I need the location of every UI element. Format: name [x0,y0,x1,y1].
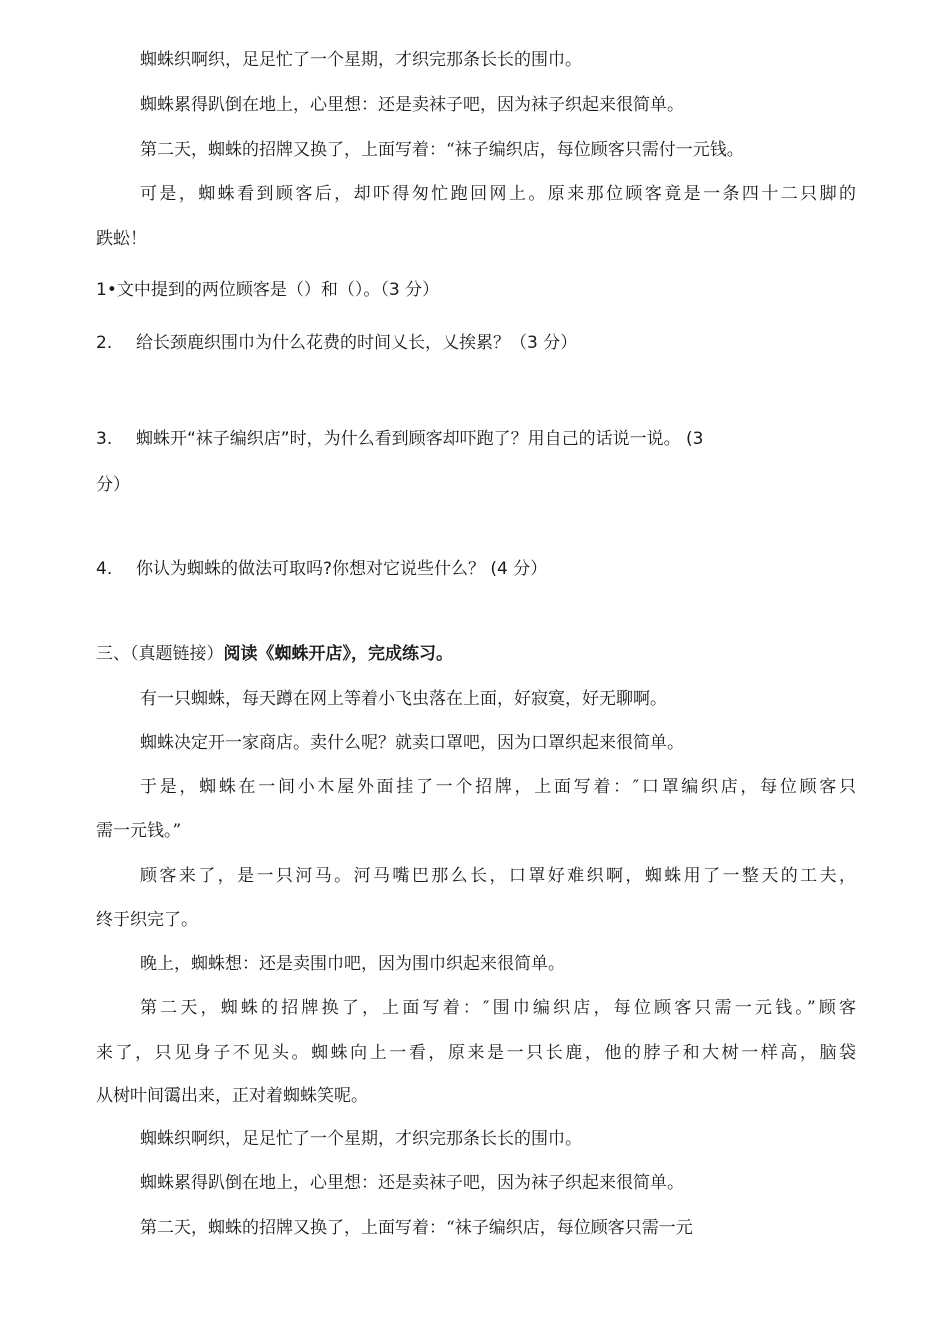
passage-line: 需一元钱。” [96,821,182,841]
passage-line: 蜘蛛织啊织，足足忙了一个星期，才织完那条长长的围巾。 [140,50,582,70]
question-2 [96,332,856,354]
question-text: 你认为蜘蛛的做法可取吗?你想对它说些什么？ (4 分） [136,559,548,579]
passage-line: 蜘蛛织啊织，足足忙了一个星期，才织完那条长长的围巾。 [140,1129,582,1149]
section-heading [96,643,856,665]
question-number: 1• [96,280,117,300]
passage-line: 第二天，蜘蛛的招牌又换了，上面写着：“袜子编织店，每位顾客只需一元 [140,1218,693,1238]
question-text: 文中提到的两位顾客是（）和（）。（3 分） [116,280,440,300]
passage-line: 终于织完了。 [96,910,198,930]
passage-line: 跌蚣！ [96,229,147,249]
question-text: 蜘蛛开“袜子编织店”时，为什么看到顾客却吓跑了？用自己的话说一说。 (3 [136,429,704,449]
section-prefix: 三、（真题链接） [96,644,224,664]
passage-line: 第二天，蜘蛛的招牌换了，上面写着：″围巾编织店，每位顾客只需一元钱。”顾客 [140,998,856,1018]
question-text: 给长颈鹿织围巾为什么花费的时间乂长，乂挨累？（3 分） [136,333,578,353]
passage-line: 于是，蜘蛛在一间小木屋外面挂了一个招牌，上面写着：″口罩编织店，每位顾客只 [140,777,856,797]
question-number: 2. [96,333,113,353]
passage-line: 顾客来了，是一只河马。河马嘴巴那么长，口罩好难织啊，蜘蛛用了一整天的工夫， [140,866,856,886]
question-number: 4. [96,559,113,579]
section-title: 阅读《蜘蛛开店》，完成练习。 [223,644,453,664]
passage-line: 蜘蛛决定开一家商店。卖什么呢？就卖口罩吧，因为口罩织起来很简单。 [140,733,684,753]
question-3 [96,428,856,450]
question-number: 3. [96,429,113,449]
passage-line: 有一只蜘蛛，每天蹲在网上等着小飞虫落在上面，好寂寞，好无聊啊。 [140,689,667,709]
passage-line: 从树叶间霭出来，正对着蜘蛛笑呢。 [96,1086,368,1106]
passage-line: 来了，只见身子不见头。蜘蛛向上一看，原来是一只长鹿，他的脖子和大树一样高，脑袋 [96,1043,856,1063]
passage-line: 晚上，蜘蛛想：还是卖围巾吧，因为围巾织起来很简单。 [140,954,565,974]
passage-line: 可是，蜘蛛看到顾客后，却吓得匆忙跑回网上。原来那位顾客竟是一条四十二只脚的 [140,184,856,204]
passage-line: 蜘蛛累得趴倒在地上，心里想：还是卖袜子吧，因为袜子织起来很简单。 [140,1173,684,1193]
question-4 [96,558,856,580]
question-3-continuation: 分） [96,475,130,495]
passage-line: 蜘蛛累得趴倒在地上，心里想：还是卖袜子吧，因为袜子织起来很简单。 [140,95,684,115]
question-1 [96,279,856,301]
passage-line: 第二天，蜘蛛的招牌又换了，上面写着：“袜子编织店，每位顾客只需付一元钱。 [140,140,744,160]
